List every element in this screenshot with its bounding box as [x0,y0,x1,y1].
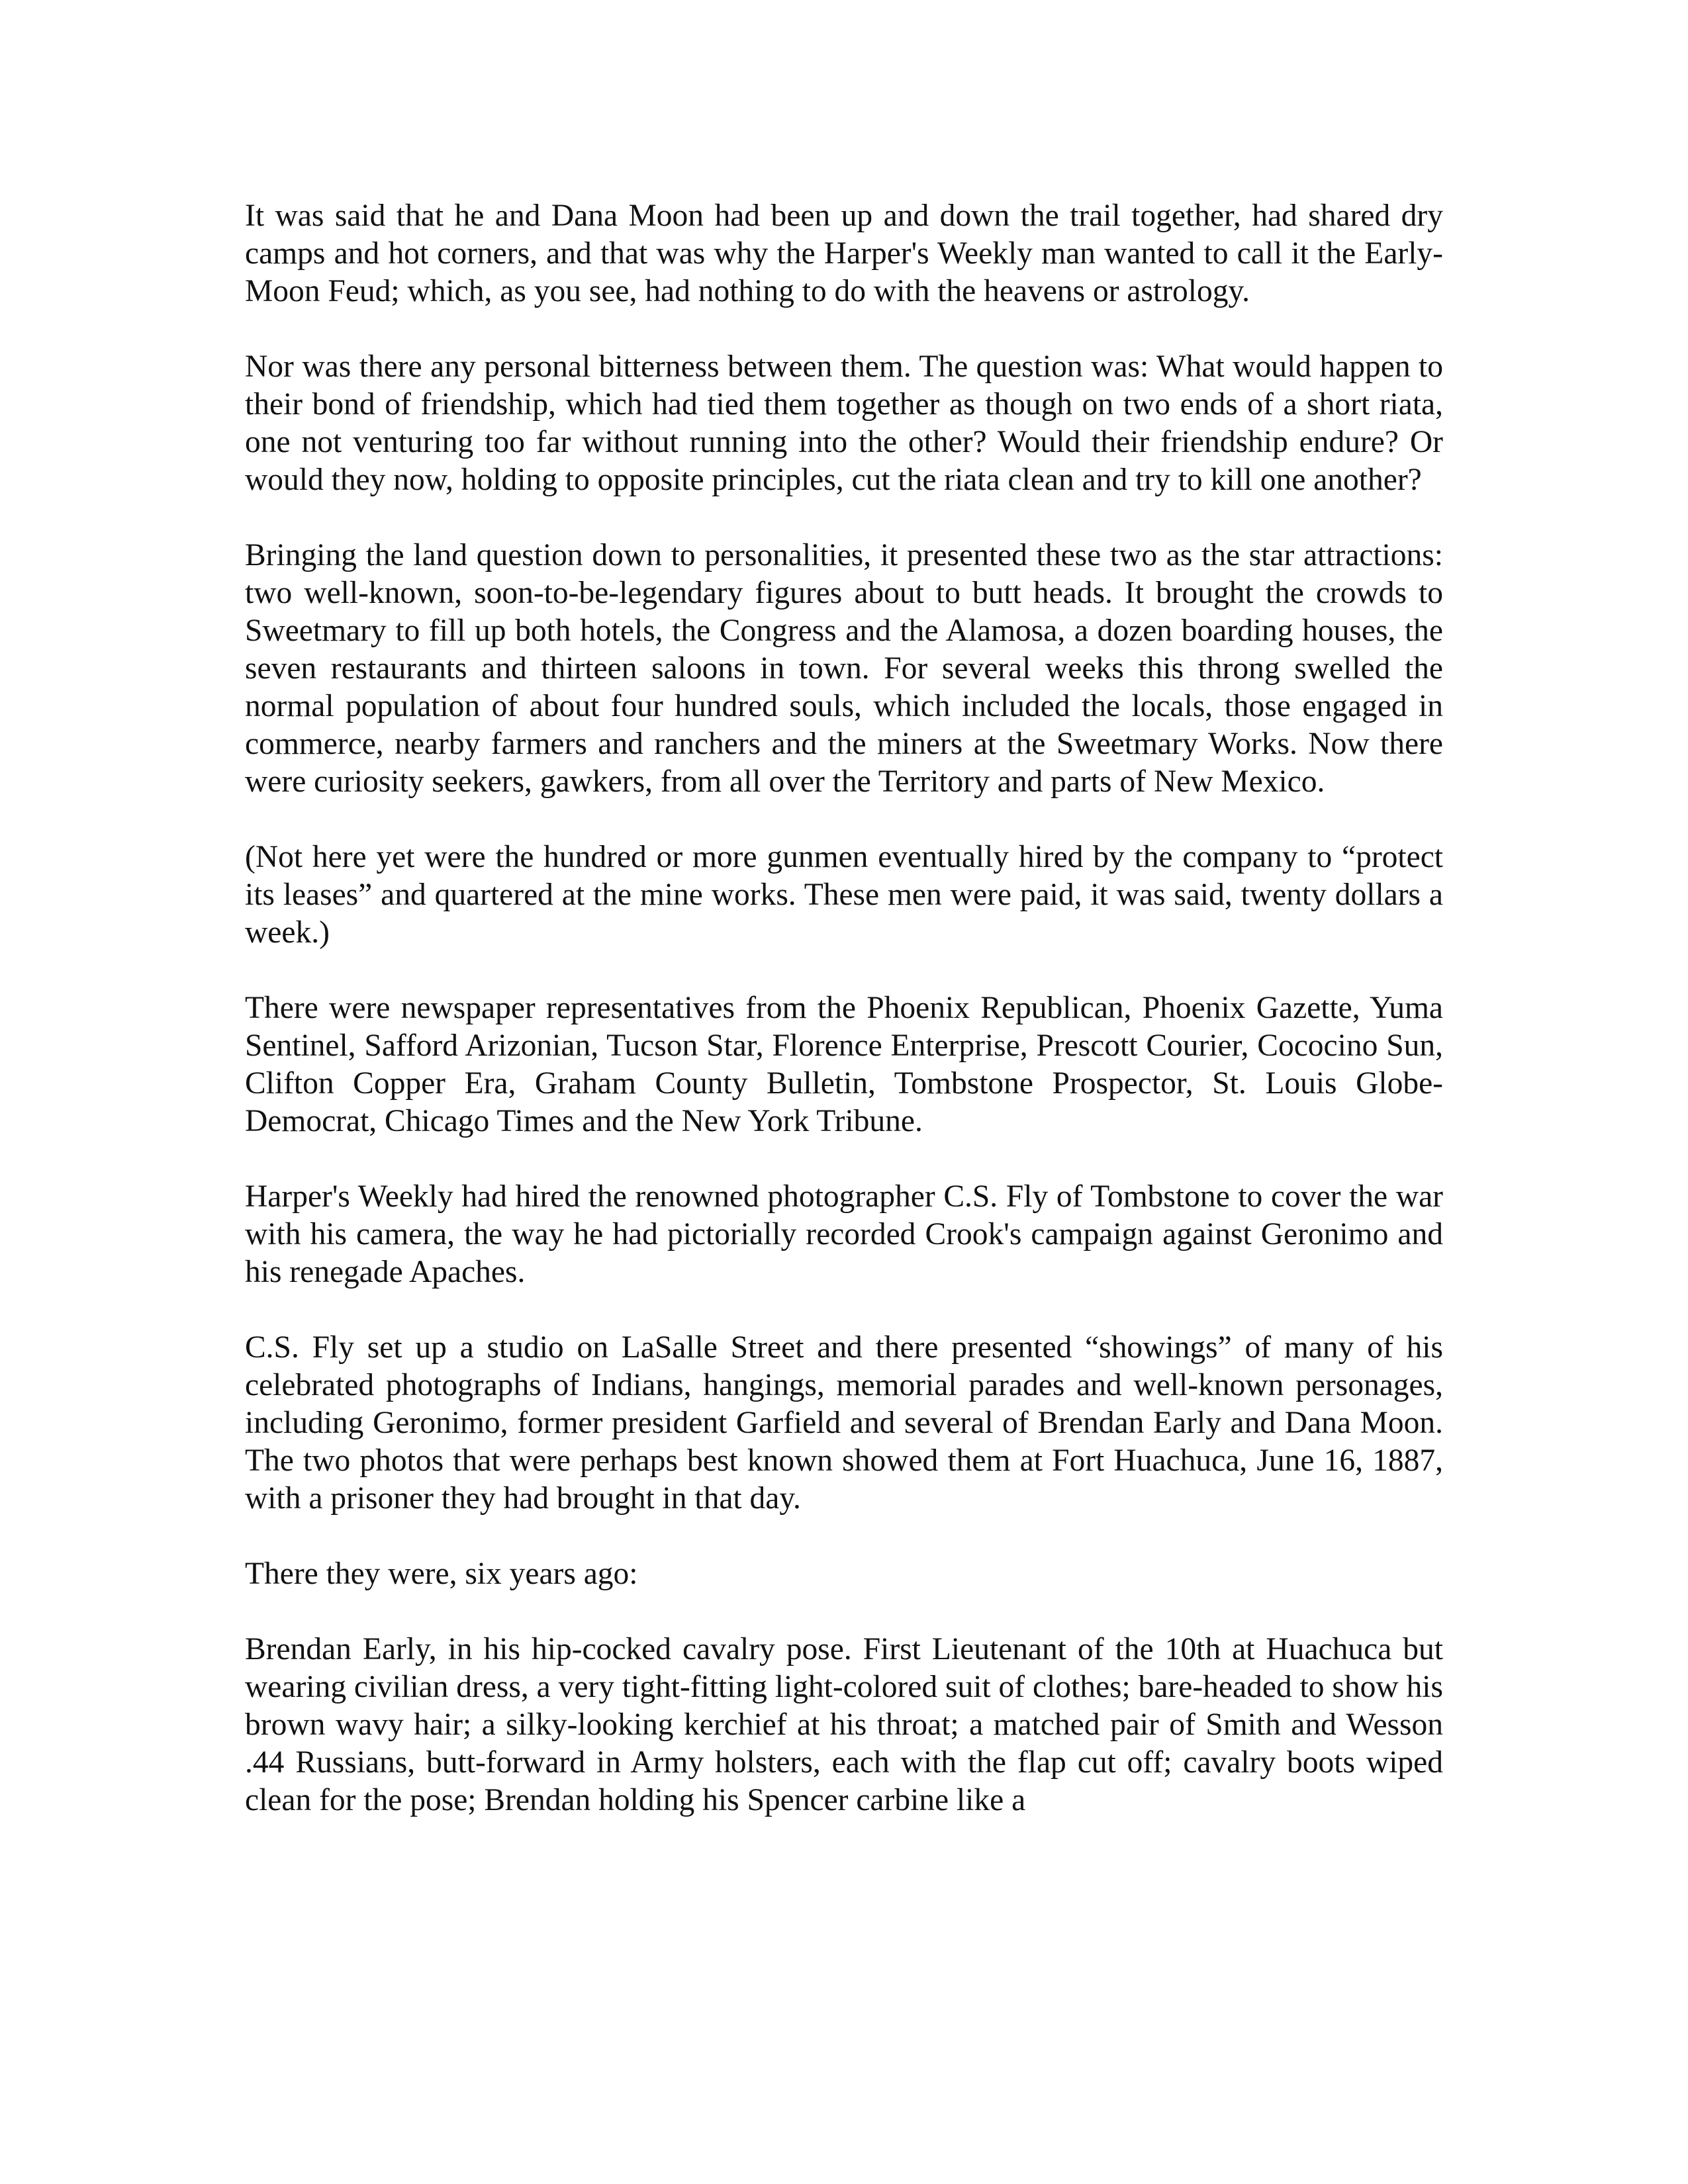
paragraph-6: Harper's Weekly had hired the renowned photographer C.S. Fly of Tombstone to cover the war with his camera, the way he had pictorially recorded Crook's campaign against Geronimo and his renegade Apaches. [245,1179,1443,1289]
paragraph-2: Nor was there any personal bitterness between them. The question was: What would happen to their bond of friendship, which had tied them together as though on two ends of a short riata, one not venturing too far without running into the other? Would their friendship endure? Or would they now, holding to opposite principles, cut the riata clean and try to kill one another? [245,349,1443,497]
paragraph-1: It was said that he and Dana Moon had been up and down the trail together, had shared dry camps and hot corners, and that was why the Harper's Weekly man wanted to call it the Early-Moon Feud; which, as you see, had nothing to do with the heavens or astrology. [245,199,1443,308]
paragraph-7: C.S. Fly set up a studio on LaSalle Street and there presented “showings” of many of his celebrated photographs of Indians, hangings, memorial parades and well-known personages, including Geronimo, former president Garfield and several of Brendan Early and Dana Moon. The two photos that were perhaps best known showed them at Fort Huachuca, June 16, 1887, with a prisoner they had brought in that day. [245,1330,1443,1516]
paragraph-4: (Not here yet were the hundred or more gunmen eventually hired by the company to “protect its leases” and quartered at the mine works. These men were paid, it was said, twenty dollars a week.) [245,840,1443,950]
paragraph-5: There were newspaper representatives from the Phoenix Republican, Phoenix Gazette, Yuma Sentinel, Safford Arizonian, Tucson Star, Florence Enterprise, Prescott Courier, Cococino Sun, Clifton Copper Era, Graham County Bulletin, Tombstone Prospector, St. Louis Globe-Democrat, Chicago Times and the New York Tribune. [245,991,1443,1138]
document-page [245,197,1443,1819]
paragraph-3: Bringing the land question down to personalities, it presented these two as the star attractions: two well-known, soon-to-be-legendary figures about to butt heads. It brought the crowds to Sweetmary to fill up both hotels, the Congress and the Alamosa, a dozen boarding houses, the seven restaurants and thirteen saloons in town. For several weeks this throng swelled the normal population of about four hundred souls, which included the locals, those engaged in commerce, nearby farmers and ranchers and the miners at the Sweetmary Works. Now there were curiosity seekers, gawkers, from all over the Territory and parts of New Mexico. [245,538,1443,799]
paragraph-9: Brendan Early, in his hip-cocked cavalry pose. First Lieutenant of the 10th at Huachuca but wearing civilian dress, a very tight-fitting light-colored suit of clothes; bare-headed to show his brown wavy hair; a silky-looking kerchief at his throat; a matched pair of Smith and Wesson .44 Russians, butt-forward in Army holsters, each with the flap cut off; cavalry boots wiped clean for the pose; Brendan holding his Spencer carbine like a [245,1632,1443,1817]
paragraph-8: There they were, six years ago: [245,1557,638,1591]
